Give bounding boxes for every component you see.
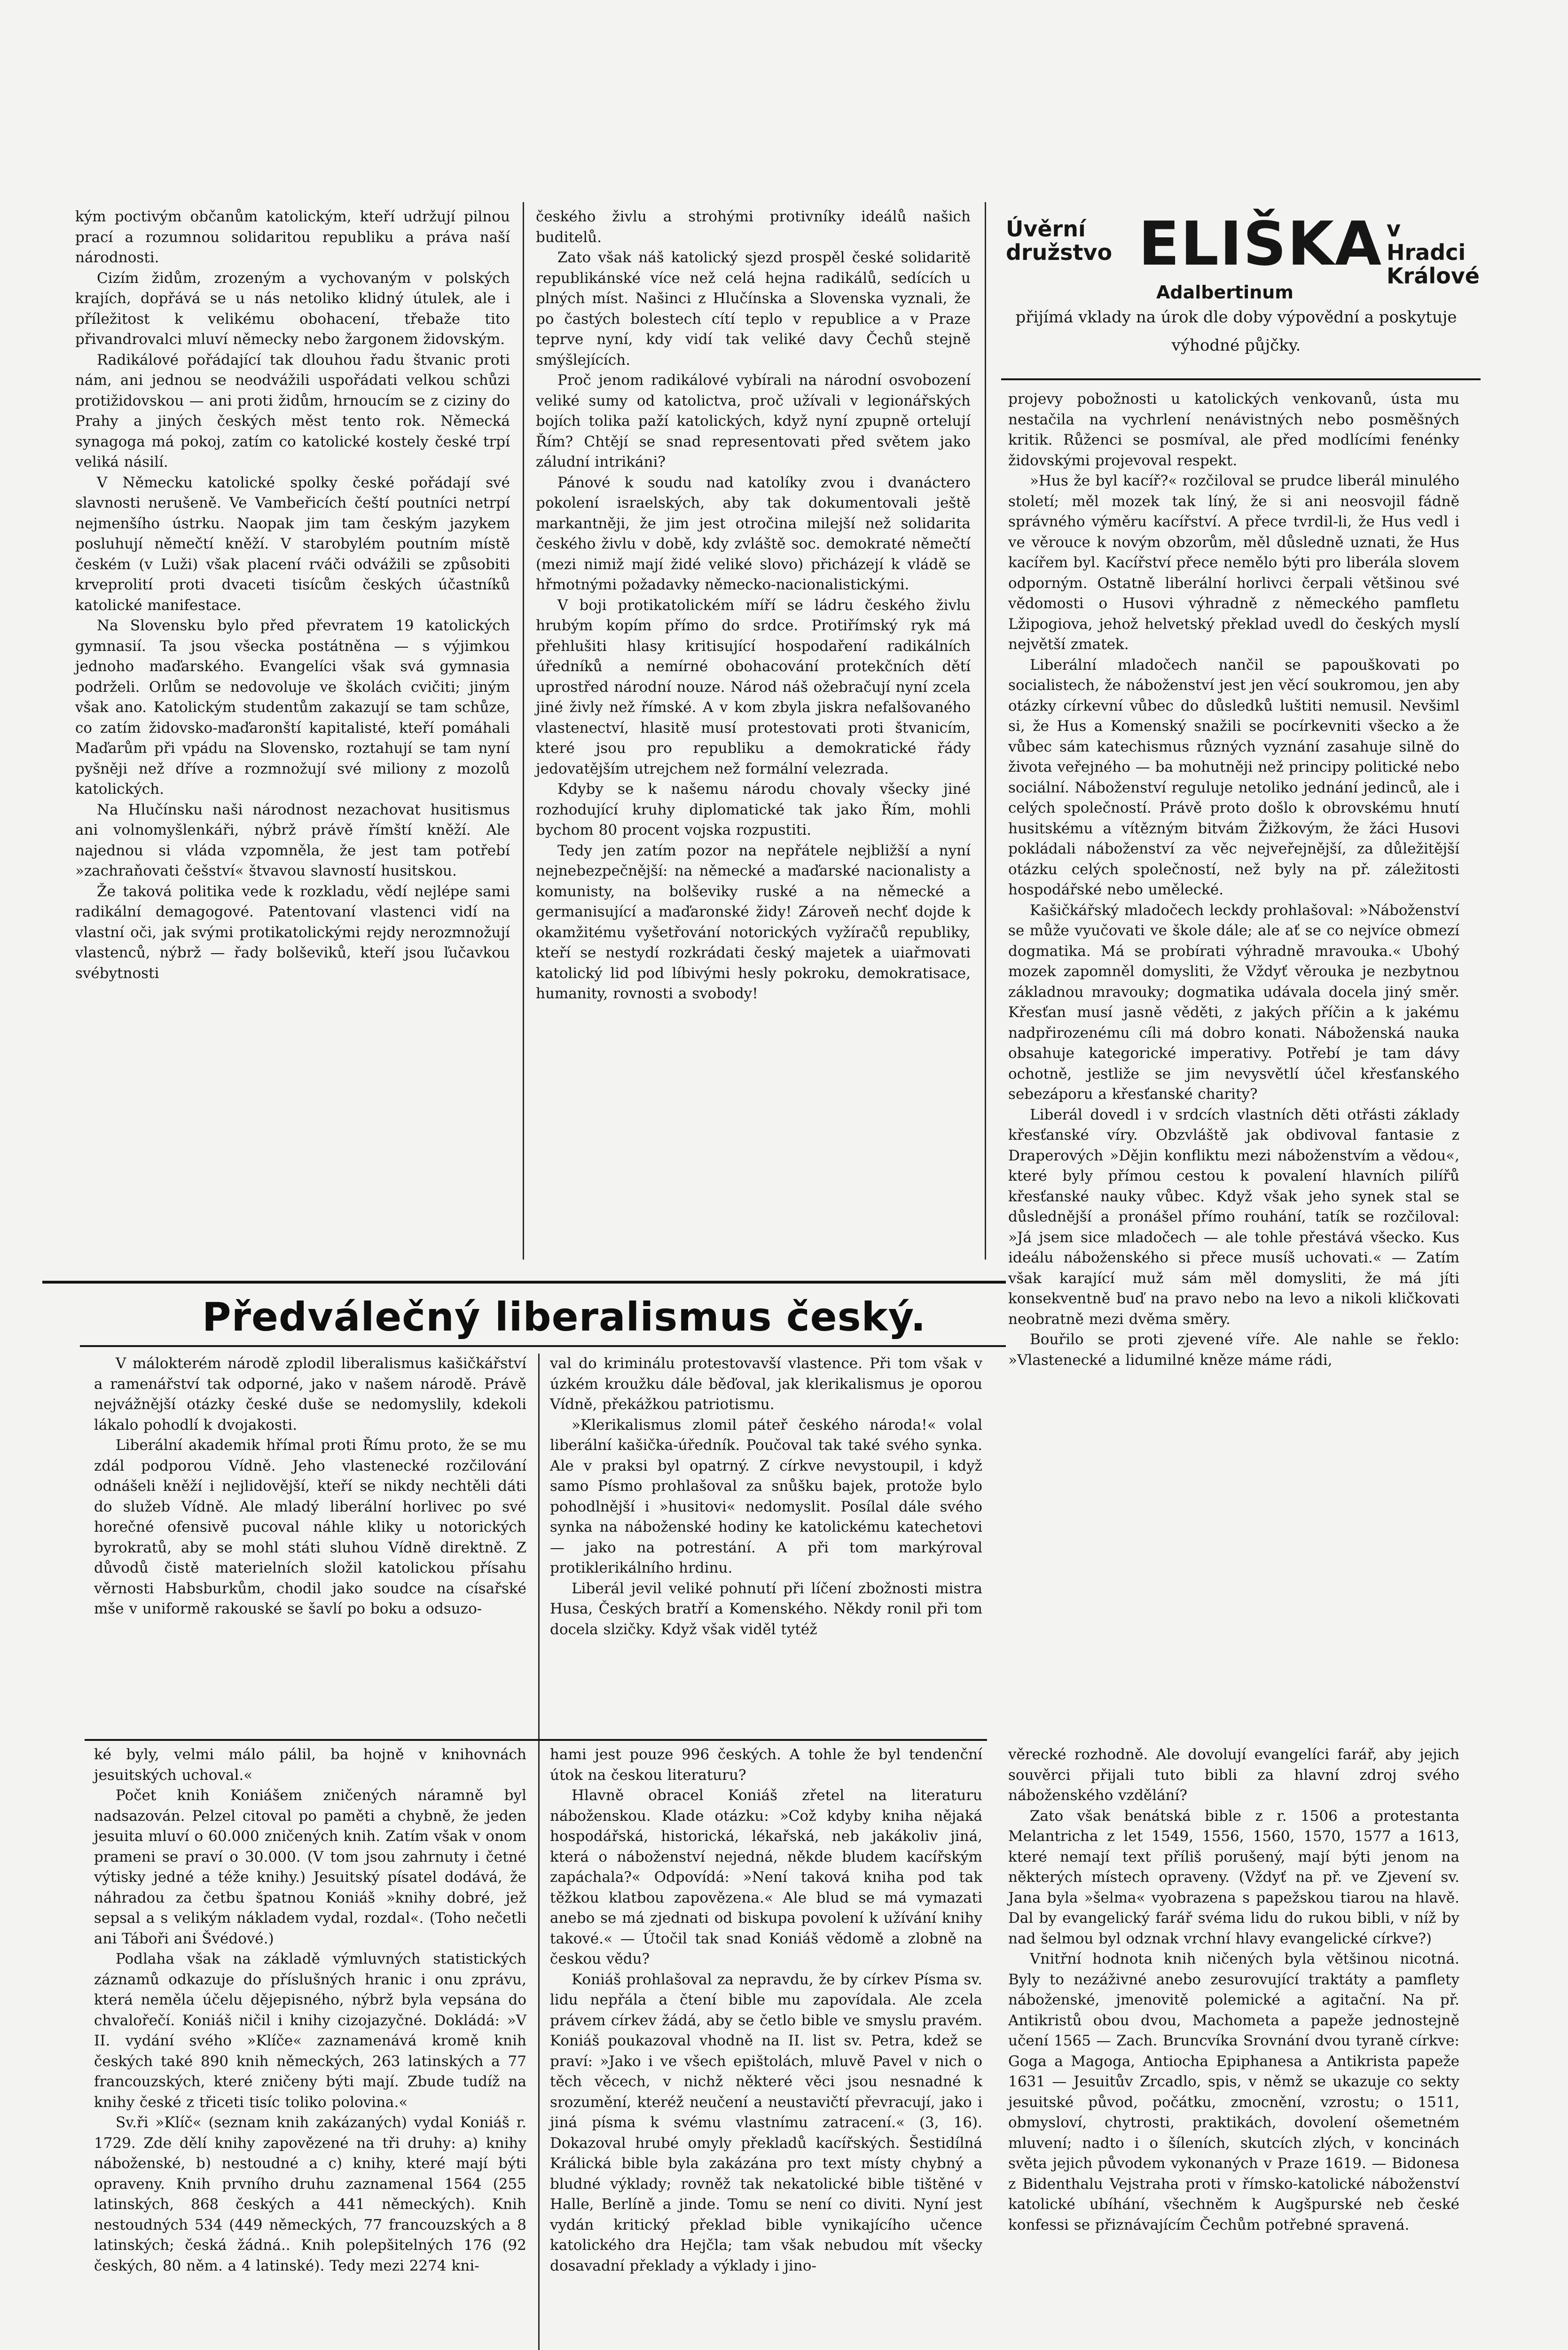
paragraph: Cizím židům, zrozeným a vychovaným v polských krajích, dopřává se u nás netoliko klidný útulek, ale i příležitost k velikému obohacení, třebaže tito přivandrovalci mluví německy nebo žargonem židovským. bbox=[75, 269, 510, 348]
eliska-advertisement bbox=[1006, 207, 1480, 355]
paragraph: Na Hlučínsku naši národnost nezachovat husitismus ani volnomyšlenkáři, nýbrž právě římští kněží. Ale najednou si vláda vzpomněla, že jest tam potřebí »zachraňovati češství« štvavou slavností husitskou. bbox=[75, 801, 510, 879]
paragraph: kým poctivým občanům katolickým, kteří udržují pilnou prací a rozumnou solidaritou republiku a práva naší národnosti. bbox=[75, 208, 510, 266]
paragraph: val do kriminálu protestovavší vlastence. Při tom však v úzkém kroužku dále běďoval, jak klerikalismus je oporou Vídně, překážkou patriotismu. bbox=[550, 1355, 982, 1413]
paragraph: Liberální mladočech nančil se papouškovati po socialistech, že náboženství jest jen věcí soukromou, jen aby otázky církevní vůbec do důsledků luštiti nemusil. Nevšiml si, že Hus a Komenský snažili se pocírkevniti všecko a že vůbec sám katechismus různých vyznání zasahuje silně do života veřejného — ba mohutněji než principy politické nebo sociální. Náboženství reguluje netoliko jednání jedinců, ale i celých společností. Právě proto došlo k obrovskému hnutí husitskému a vítězným bitvám Žižkovým, že žáci Husovi pokládali náboženství za věc nejveřejnější, za důležitější otázku celých společností, než byly na př. záležitosti hospodářské nebo umělecké. bbox=[1008, 656, 1459, 898]
paragraph: Podlaha však na základě výmluvných statistických záznamů odkazuje do příslušných hranic i onu zprávu, která neměla účelu dějepisného, nýbrž byla vepsána do chvalořečí. Koniáš ničil i knihy cizojazyčné. Dokládá: »V II. vydání svého »Klíče« zaznamenává kromě knih českých také 890 knih německých, 263 latinských a 77 francouzských, které zničeny býti mají. Zbude tudíž na knihy české z třiceti tisíc toliko polovina.« bbox=[94, 1950, 526, 2111]
paragraph: »Hus že byl kacíř?« rozčiloval se prudce liberál minulého století; měl mozek tak líný, že si ani neosvojil fádně správného výměru kacířství. A přece tvrdil-li, že Hus vedl i ve věrouce k novým obzorům, měl důsledně uznati, že Hus kacířem byl. Kacířství přece nemělo býti pro liberála slovem odporným. Ostatně liberální horlivci čerpali většinou své vědomosti o Husovi výhradně z německého pamfletu Lžipogiova, jehož helvetský překlad uvedl do českých myslí největší zmatek. bbox=[1008, 472, 1459, 653]
paragraph: Hlavně obracel Koniáš zřetel na literaturu náboženskou. Klade otázku: »Což kdyby kniha nějaká hospodářská, historická, lékařská, neb jakákoliv jiná, která o náboženství nejedná, někde bludem kacířským zapáchala?« Odpovídá: »Není taková kniha pod tak těžkou klatbou zapovězena.« Ale blud se má vymazati anebo se má zjednati od biskupa povolení k užívání knihy takové.« — Útočil tak snad Koniáš vědomě a zlobně na českou vědu? bbox=[550, 1787, 982, 1967]
ad-bottom-rule bbox=[1001, 378, 1481, 380]
paragraph: ké byly, velmi málo pálil, ba hojně v knihovnách jesuitských uchoval.« bbox=[94, 1746, 526, 1784]
paragraph: Na Slovensku bylo před převratem 19 katolických gymnasií. Ta jsou všecka postátněna — s výjimkou jednoho maďarského. Evangelíci však svá gymnasia podrželi. Orlům se nedovoluje ve školách cvičiti; jiným však ano. Katolickým studentům zakazují se tam schůze, co zatím židovsko-maďaronští kapitalisté, kteří pomáhali Maďarům při vpádu na Slovensko, roztahují se tam nyní pyšněji než dříve a rozmnožují své miliony z mozolů katolických. bbox=[75, 617, 510, 798]
bottom-column-3 bbox=[1008, 1745, 1459, 2350]
paragraph: Vnitřní hodnota knih ničených byla většinou nicotná. Byly to nezáživné anebo zesurovující traktáty a pamflety náboženské, jmenovitě polemické a agitační. Na př. Antikristů obou dvou, Machometa a papeže jednostejně učení 1565 — Zach. Bruncvíka Srovnání dvou tyraně církve: Goga a Magoga, Antiocha Epiphanesa a Antikrista papeže 1631 — Jesuitův Zrcadlo, spis, v němž se ukazuje co sekty jesuitské původ, počátku, zmocnění, vzrostu; o 1511, obmysloví, chytrosti, praktikách, dovolení ošemetném mluvení; nadto i o šíleních, skutcích zlých, v koncinách světa jejich původem vykonaných v Praze 1619. — Bidonesa z Bidenthalu Vejstraha proti v římsko-katolické náboženství katolické ubíhání, všechněm k Augšpurské neb české konfessi se přiznávajícím Čechům potřebné spravená. bbox=[1008, 1950, 1459, 2233]
paragraph: Proč jenom radikálové vybírali na národní osvobození veliké sumy od katolictva, proč užívali v legionářských bojích tolika paží katolických, když nyní zpupně ortelují Řím? Chtějí se snad representovati před světem jako záludní intrikáni? bbox=[536, 372, 971, 470]
paragraph: Že taková politika vede k rozkladu, vědí nejlépe sami radikální demagogové. Patentovaní vlastenci vidí na vlastní oči, jak svými protikatolickými rejdy nerozmnožují vlastenců, nýbrž — řady bolševiků, kteří jsou ľučavkou svébytnosti bbox=[75, 883, 510, 982]
paragraph: Liberál jevil veliké pohnutí při líčení zbožnosti mistra Husa, Českých bratří a Komenského. Někdy ronil při tom docela slzičky. Když však viděl tytéž bbox=[550, 1580, 982, 1638]
column-divider bbox=[523, 202, 524, 1260]
paragraph: Sv.ři »Klíč« (seznam knih zakázaných) vydal Koniáš r. 1729. Zde dělí knihy zapovězené na tři druhy: a) knihy náboženské, b) nestoudné a c) knihy, které mají býti opraveny. Knih prvního druhu zaznamenal 1564 (255 latinských, 868 českých a 441 německých). Knih nestoudných 534 (449 německých, 77 francouzských a 8 latinských; česká žádná.. Knih polepšitelných 176 (92 českých, 80 něm. a 4 latinské). Tedy mezi 2274 kni- bbox=[94, 2114, 526, 2274]
paragraph: hami jest pouze 996 českých. A tohle že byl tendenční útok na českou literaturu? bbox=[550, 1746, 982, 1784]
paragraph: Zato však benátská bible z r. 1506 a protestanta Melantricha z let 1549, 1556, 1560, 1570, 1577 a 1613, které nemají text příliš porušený, mají býti jenom na některých místech opraveny. (Vždyť na př. ve Zjevení sv. Jana byla »šelma« vyobrazena s papežskou tiarou na hlavě. Dal by evangelický farář svéma lidu do rukou bibli, v níž by nad šelmou byl odznak vrchní hlavy evangelické církve?) bbox=[1008, 1807, 1459, 1947]
column-divider bbox=[985, 202, 986, 1260]
ad-name: ELIŠKA bbox=[1138, 209, 1383, 279]
paragraph: Liberál dovedl i v srdcích vlastních děti otřásti základy křesťanské víry. Obzvláště jak obdivoval fantasie z Draperových »Dějin konfliktu mezi náboženstvím a vědou«, které byly přímou cestou k povalení hlavních pilířů křesťanské nauky vůbec. Když však jeho synek stal se důslednější a pronášel přímo rouhání, tatík se rozčiloval: »Já jsem sice mladočech — ale tohle přestává všecko. Kus ideálu náboženského si přece musíš uchovati.« — Zatím však karající muž sám měl domysliti, že má jíti konsekventně buď na pravo nebo na levo a nikoli kličkovati neobratně mezi dvěma směry. bbox=[1008, 1106, 1459, 1328]
paragraph: Zato však náš katolický sjezd prospěl české solidaritě republikánské více než celá hejna radikálů, sedících u plných míst. Našinci z Hlučínska a Slovenska vyznali, že po častých bolestech cítí teplo v republice a v Praze teprve nyní, kdy vidí tak veliké davy Čechů stejně smýšlejících. bbox=[536, 249, 971, 368]
paragraph: Pánové k soudu nad katolíky zvou i dvanáctero pokolení israelských, aby tak dokumentovali ještě markantněji, že jim jest otročina milejší než solidarita českého živlu v době, kdy zvláště soc. demokraté němečtí (mezi nimiž mají židé veliké slovo) přicházejí k vládě se hřmotnými požadavky německo-nacionalistickými. bbox=[536, 474, 971, 593]
section-rule bbox=[85, 1739, 987, 1741]
headline-rule-top bbox=[42, 1281, 1006, 1284]
paragraph: Počet knih Koniášem zničených náramně byl nadsazován. Pelzel citoval po paměti a chybně, že jeden jesuita mluví o 60.000 zničených knih. Zatím však v onom prameni se praví o 30.000. (V tom jsou zahrnuty i četné výtisky jedné a téže knihy.) Jesuitský písatel dodává, že náhradou za četbu špatnou Koniáš »knihy dobré, jež sepsal a s velikým nákladem vydal, rozdal«. (Toho nečetli ani Táboři ani Švédové.) bbox=[94, 1787, 526, 1947]
paragraph: Kdyby se k našemu národu chovaly všecky jiné rozhodující kruhy diplomatické tak jako Řím, mohli bychom 80 procent vojska rozpustiti. bbox=[536, 781, 971, 838]
paragraph: Koniáš prohlašoval za nepravdu, že by církev Písma sv. lidu nepřála a čtení bible mu zapovídala. Ale zcela právem církev žádá, aby se četlo bible ve smyslu pravém. Koniáš poukazoval vhodně na II. list sv. Petra, kdež se praví: »Jako i ve všech epištolách, mluvě Pavel v nich o těch věcech, v nichž některé věci jsou nesnadné k srozumění, kteréž neučení a neustavičtí převracují, jako i jiná písma k svému vlastnímu zatracení.« (3, 16). Dokazoval hrubé omyly překladů kacířských. Šestidílná Králická bible byla zakázána pro text místy chybný a bludné výklady; rovněž tak nekatolické bible tištěné v Halle, Berlíně a jinde. Tomu se není co diviti. Nyní jest vydán kritický překlad bible vynikajícího učence katolického dra Hejčla; tam však nebudou mít všecky dosavadní překlady a výklady i jino- bbox=[550, 1971, 982, 2274]
ad-right-label: v Hradci Králové bbox=[1387, 216, 1480, 289]
bottom-column-1-lower bbox=[94, 1745, 526, 2350]
paragraph: V boji protikatolickém míří se ládru českého živlu hrubým kopím přímo do srdce. Protiřímský ryk má přehlušiti hlasy kritisující hospodaření radikálních úředníků a nemírné obohacování protekčních dětí uprostřed národní nouze. Národ náš ožebračují nyní zcela jiné živly než římské. A v kom zbyla jiskra nefalšovaného vlastenectví, hlasitě musí protestovati proti štvanicím, které jsou pro republiku a demokratické řády jedovatějším utrejchem než formální velezrada. bbox=[536, 596, 971, 777]
paragraph: Radikálové pořádající tak dlouhou řadu štvanic proti nám, ani jednou se neodvážili uspořádati velkou schůzi protižidovskou — ani proti židům, hrnoucím se z ciziny do Prahy a jiných českých měst tento rok. Německá synagoga má pokoj, zatím co katolické kostely české trpí veliká násilí. bbox=[75, 351, 510, 470]
article-headline: Předválečný liberalismus český. bbox=[202, 1294, 926, 1340]
ad-left-label: Úvěrní družstvo bbox=[1006, 216, 1113, 265]
headline-rule-bottom bbox=[80, 1345, 1006, 1347]
ad-brand: Adalbertinum bbox=[1156, 282, 1294, 303]
paragraph: V Německu katolické spolky české pořádají své slavnosti nerušeně. Ve Vambeřicích čeští poutníci netrpí nejmenšího ústrku. Naopak jim tam českým jazykem posluhují němečtí kněží. V starobylém poutním místě českém (v Luži) však placení rváči odvážili se způsobiti krveprolití proti dvaceti tisícům českých účastníků katolické manifestace. bbox=[75, 474, 510, 614]
paragraph: Bouřilo se proti zjevené víře. Ale nahle se řeklo: »Vlastenecké a lidumilné kněze máme rádi, bbox=[1008, 1331, 1459, 1369]
paragraph: projevy pobožnosti u katolických venkovanů, ústa mu nestačila na vychrlení nenávistných nebo posměšných kritik. Růženci se posmíval, ale před modlícími fenénky židovskými projevoval respekt. bbox=[1008, 391, 1459, 469]
bottom-column-1-upper bbox=[94, 1354, 526, 1734]
bottom-column-2-upper bbox=[550, 1354, 982, 1734]
paragraph: »Klerikalismus zlomil páteř českého národa!« volal liberální kašička-úředník. Poučoval tak také svého synka. Ale v praksi byl opatrný. Z církve nevystoupil, i když samo Písmo prohlašoval za snůšku bajek, protože bylo pohodlnější i »husitovi« nedomyslit. Posílal dále svého synka na náboženské hodiny ke katolickému katechetovi — jako na potrestání. A při tom markýroval protiklerikálního hrdinu. bbox=[550, 1416, 982, 1576]
paragraph: Liberální akademik hřímal proti Římu proto, že se mu zdál podporou Vídně. Jeho vlastenecké rozčilování odnášeli kněží i nejlidovější, kteří se nikdy nechtěli dáti do služeb Vídně. Ale mladý liberální horlivec po své horečné ofensivě pucoval náhle kliky u notorických byrokratů, aby se mohl státi sluhou Vídně direktně. Z důvodů čistě materielních složil katolickou přísahu věrnosti Habsburkům, chodil jako soudce na císařské mše v uniformě rakouské se šavlí po boku a odsuzo- bbox=[94, 1437, 526, 1617]
top-column-1 bbox=[75, 207, 510, 1255]
column-divider bbox=[538, 1354, 540, 2350]
bottom-column-2-lower bbox=[550, 1745, 982, 2350]
top-column-3 bbox=[1008, 389, 1459, 1369]
paragraph: Tedy jen zatím pozor na nepřátele nejbližší a nyní nejnebezpečnější: na německé a maďarské nacionalisty a komunisty, na bolševiky ruské a na německé a germanisující a maďaronské židy! Zároveň nechť dojde k okamžitému vyšetřování notorických vyžíračů republiky, kteří se nestydí rozkrádati český majetek a uiařmovati katolický lid pod líbivými hesly pokroku, demokratisace, humanity, rovnosti a svobody! bbox=[536, 842, 971, 1002]
paragraph: V málokterém národě zplodil liberalismus kašičkářství a ramenářství tak odporné, jako v našem národě. Právě nejvážnější otázky české duše se nedomyslily, kdekoli lákalo pohodlí k dvojakosti. bbox=[94, 1355, 526, 1434]
top-column-2 bbox=[536, 207, 971, 1255]
paragraph: Kašičkářský mladočech leckdy prohlašoval: »Náboženství se může vyučovati ve škole dále; ale ať se co nejvíce obmezí dogmatika. Má se probírati výhradně mravouka.« Ubohý mozek zapomněl domysliti, že Vždyť věrouka je nezbytnou základnou mravouky; dogmatika udávala docela jiný směr. Křesťan musí jasně věděti, z jakých příčin a k jakému nadpřirozenému cíli má dobro konati. Náboženská nauka obsahuje kategorické imperativy. Potřebí je tam dávy ochotně, jestliže se jim nevysvětlí účel křesťanského sebezáporu a křesťanské charity? bbox=[1008, 901, 1459, 1103]
ad-text: přijímá vklady na úrok dle doby výpovědní a poskytuje výhodné půjčky. bbox=[1015, 308, 1457, 355]
paragraph: českého živlu a strohými protivníky ideálů našich buditelů. bbox=[536, 208, 971, 246]
paragraph: věrecké rozhodně. Ale dovolují evangelíci farář, aby jejich souvěrci přijali tuto bibli za hlavní zdroj svého náboženského vzdělání? bbox=[1008, 1746, 1459, 1804]
